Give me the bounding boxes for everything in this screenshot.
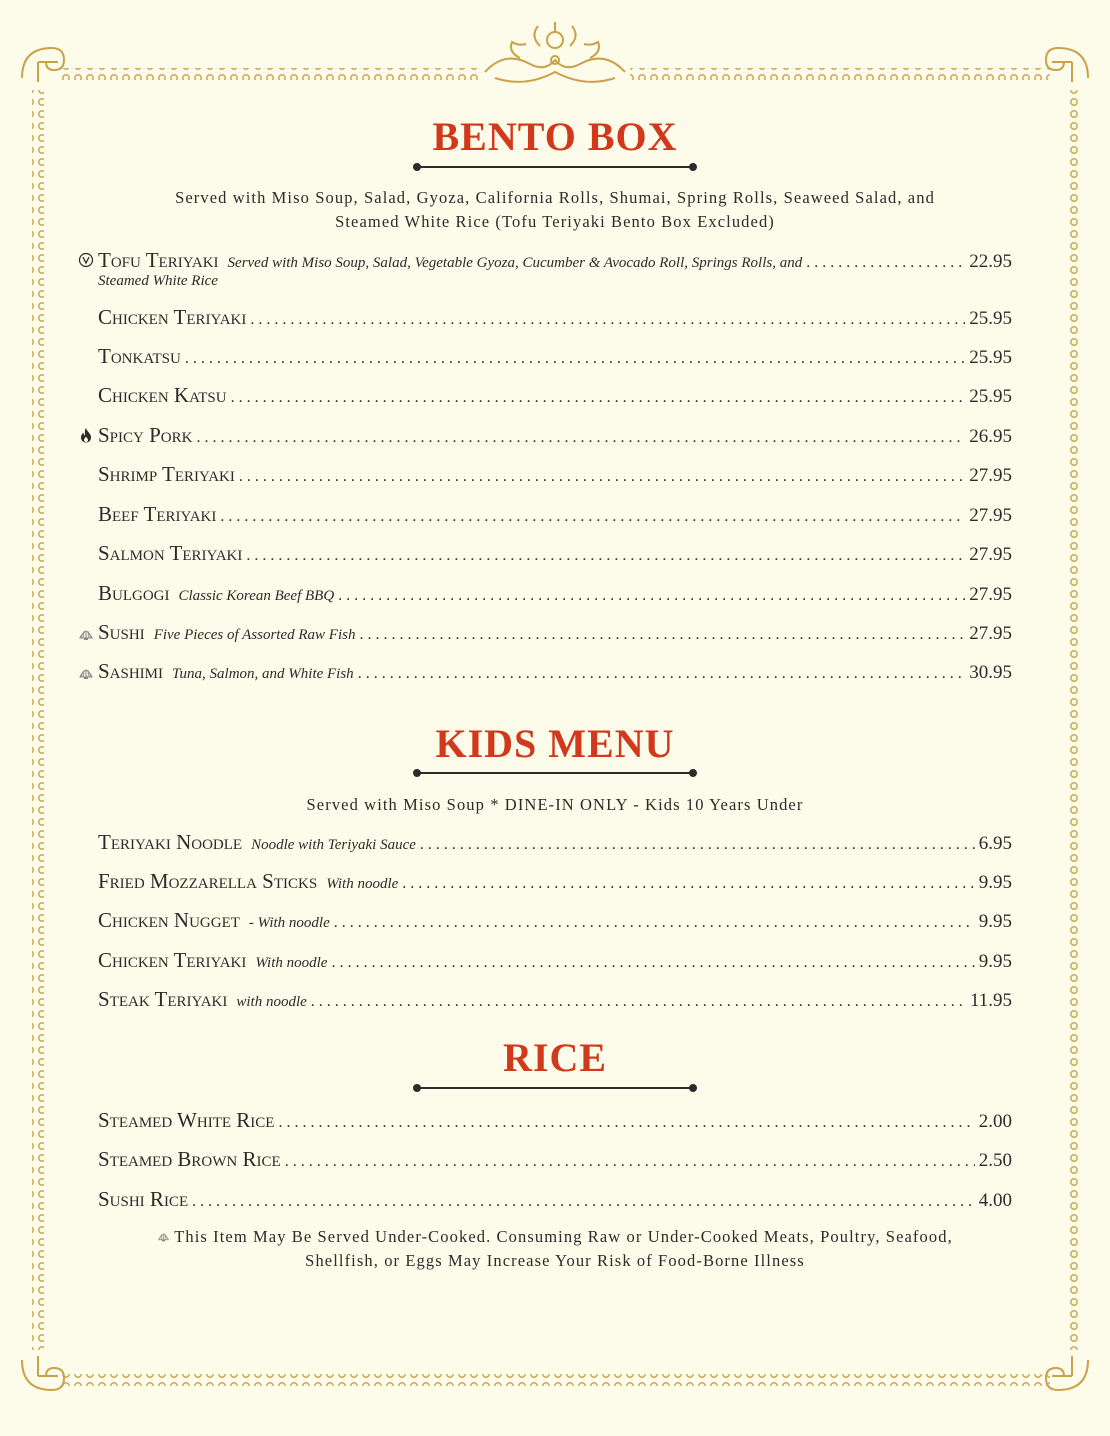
item-name: Bulgogi: [98, 581, 170, 605]
item-price: 9.95: [978, 951, 1012, 972]
item-price: 2.50: [978, 1150, 1012, 1171]
menu-item: [98, 344, 1012, 369]
item-price: 6.95: [978, 833, 1012, 854]
item-name: Chicken Katsu: [98, 383, 227, 407]
item-name: Fried Mozzarella Sticks: [98, 869, 318, 893]
item-name: Tofu Teriyaki: [98, 248, 219, 272]
item-name: Steamed Brown Rice: [98, 1147, 281, 1171]
menu-item: [98, 830, 1012, 855]
dot-leader: [806, 254, 965, 272]
item-price: 27.95: [969, 584, 1012, 605]
item-desc-continued: Steamed White Rice: [98, 273, 218, 289]
menu-item: [98, 248, 1012, 290]
item-price: 22.95: [969, 251, 1012, 272]
menu-item: [98, 869, 1012, 894]
vegetarian-icon: [78, 252, 94, 268]
dot-leader: [231, 389, 966, 407]
item-name: Chicken Teriyaki: [98, 948, 247, 972]
item-price: 4.00: [978, 1190, 1012, 1211]
dot-leader: [246, 547, 965, 565]
menu-item: [98, 948, 1012, 973]
raw-shell-icon: [78, 626, 94, 642]
dot-leader: [402, 875, 974, 893]
rice-title-rule: [413, 1084, 697, 1092]
item-name: Salmon Teriyaki: [98, 541, 243, 565]
dot-leader: [420, 836, 975, 854]
menu-item: [98, 305, 1012, 330]
item-desc: with noodle: [236, 994, 307, 1010]
dot-leader: [192, 1193, 975, 1211]
dot-leader: [239, 468, 965, 486]
raw-shell-icon: [157, 1230, 170, 1243]
dot-leader: [358, 665, 966, 683]
dot-leader: [220, 508, 965, 526]
item-name: Sushi Rice: [98, 1187, 189, 1211]
menu-item: [98, 659, 1012, 684]
item-name: Spicy Pork: [98, 423, 193, 447]
item-name: Tonkatsu: [98, 344, 181, 368]
item-desc: With noodle: [326, 876, 399, 892]
menu-item: [98, 1108, 1012, 1133]
warning-line2: Shellfish, or Eggs May Increase Your Risk of Food-Borne Illness: [305, 1251, 805, 1270]
bento-intro: [110, 186, 1000, 234]
dot-leader: [278, 1114, 974, 1132]
item-price: 25.95: [969, 386, 1012, 407]
kids-title: KIDS MENU: [435, 721, 675, 766]
menu-item: [98, 541, 1012, 566]
item-price: 11.95: [969, 990, 1012, 1011]
item-price: 27.95: [969, 544, 1012, 565]
warning-line1: This Item May Be Served Under-Cooked. Consuming Raw or Under-Cooked Meats, Poultry, Seafood,: [174, 1227, 953, 1246]
item-price: 2.00: [978, 1111, 1012, 1132]
menu-item: [98, 1187, 1012, 1212]
bento-intro-line2: Steamed White Rice (Tofu Teriyaki Bento Box Excluded): [335, 212, 775, 231]
kids-title-rule: [413, 769, 697, 777]
dot-leader: [338, 587, 965, 605]
menu-item: [98, 423, 1012, 448]
menu-item: [98, 581, 1012, 606]
menu-item: [98, 502, 1012, 527]
item-price: 27.95: [969, 505, 1012, 526]
item-name: Steak Teriyaki: [98, 987, 228, 1011]
dot-leader: [196, 429, 965, 447]
item-price: 27.95: [969, 465, 1012, 486]
item-name: Sashimi: [98, 659, 164, 683]
dot-leader: [250, 311, 965, 329]
item-desc: - With noodle: [248, 915, 330, 931]
item-name: Teriyaki Noodle: [98, 830, 243, 854]
item-desc: Tuna, Salmon, and White Fish: [172, 666, 354, 682]
item-desc: With noodle: [255, 955, 328, 971]
item-price: 25.95: [969, 347, 1012, 368]
fire-icon: [78, 427, 94, 443]
item-name: Sushi: [98, 620, 145, 644]
menu-item: [98, 620, 1012, 645]
menu-item: [98, 462, 1012, 487]
item-name: Shrimp Teriyaki: [98, 462, 235, 486]
bento-title-rule: [413, 163, 697, 171]
bento-intro-line1: Served with Miso Soup, Salad, Gyoza, California Rolls, Shumai, Spring Rolls, Seaweed Salad, and: [175, 188, 935, 207]
item-desc: Noodle with Teriyaki Sauce: [251, 837, 416, 853]
item-price: 25.95: [969, 308, 1012, 329]
item-price: 27.95: [969, 623, 1012, 644]
dot-leader: [285, 1153, 975, 1171]
dot-leader: [185, 350, 965, 368]
dot-leader: [311, 993, 966, 1011]
menu-item: [98, 383, 1012, 408]
item-price: 9.95: [978, 911, 1012, 932]
menu-item: [98, 1147, 1012, 1172]
item-desc: Served with Miso Soup, Salad, Vegetable Gyoza, Cucumber & Avocado Roll, Springs Rolls, and: [227, 255, 803, 271]
dot-leader: [334, 914, 975, 932]
menu-item: [98, 987, 1012, 1012]
item-name: Beef Teriyaki: [98, 502, 217, 526]
raw-shell-icon: [78, 665, 94, 681]
item-name: Chicken Nugget: [98, 908, 240, 932]
item-name: Chicken Teriyaki: [98, 305, 247, 329]
rice-title: RICE: [502, 1035, 608, 1080]
item-price: 9.95: [978, 872, 1012, 893]
dot-leader: [331, 954, 974, 972]
item-desc: Five Pieces of Assorted Raw Fish: [153, 627, 356, 643]
bento-title: BENTO BOX: [432, 114, 678, 159]
kids-intro: Served with Miso Soup * DINE-IN ONLY - Kids 10 Years Under: [306, 795, 804, 814]
menu-item: [98, 908, 1012, 933]
item-desc: Classic Korean Beef BBQ: [178, 588, 335, 604]
item-price: 26.95: [969, 426, 1012, 447]
item-name: Steamed White Rice: [98, 1108, 275, 1132]
raw-food-warning: [90, 1225, 1020, 1273]
dot-leader: [359, 626, 965, 644]
item-price: 30.95: [969, 662, 1012, 683]
